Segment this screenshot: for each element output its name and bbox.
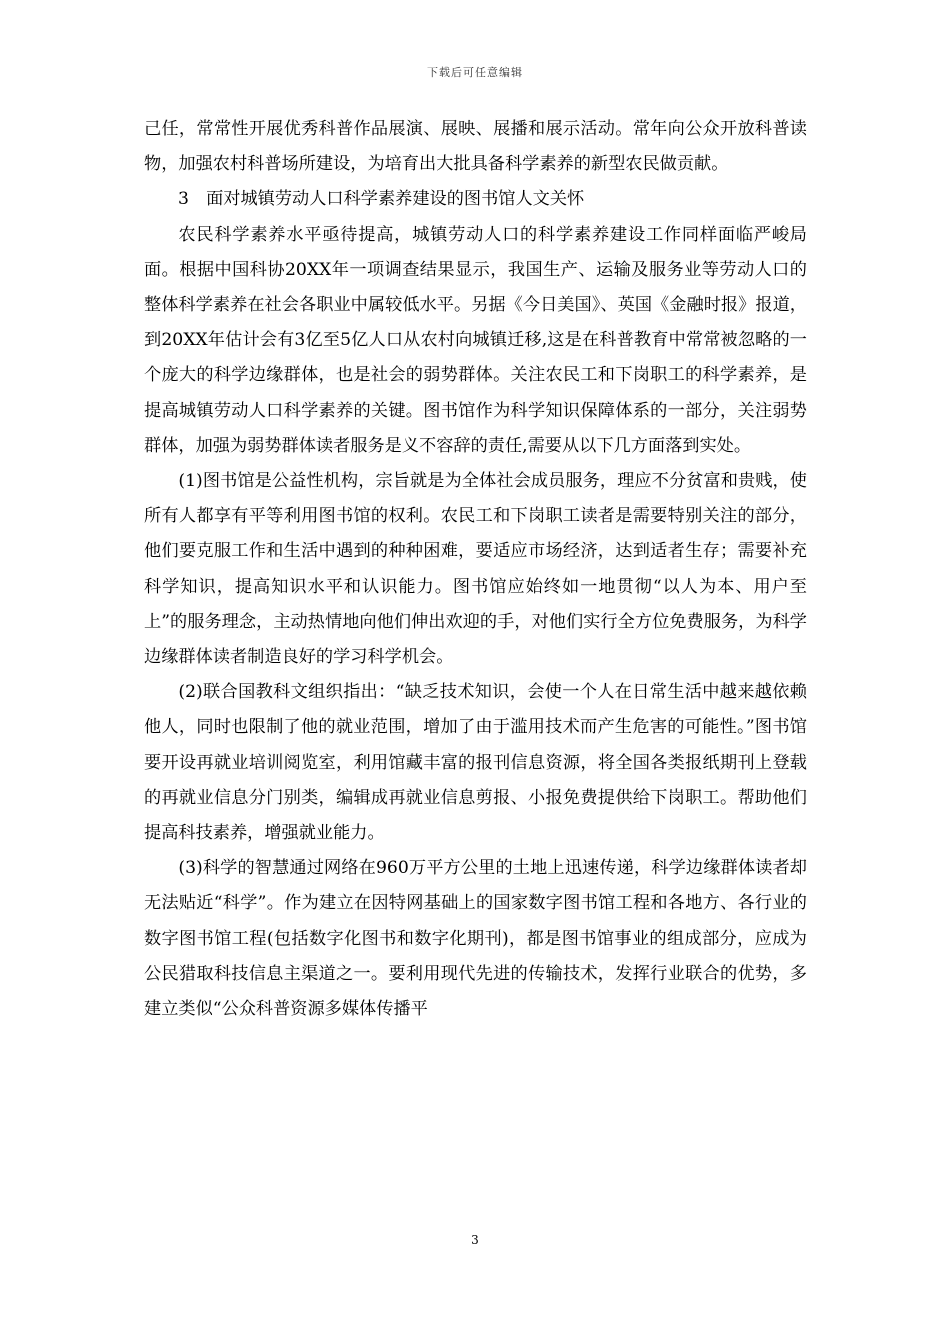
page-header: 下载后可任意编辑 bbox=[427, 66, 523, 79]
paragraph-item-3: (3)科学的智慧通过网络在960万平方公里的土地上迅速传递，科学边缘群体读者却无法贴近“科学”。作为建立在因特网基础上的国家数字图书馆工程和各地方、各行业的数字图书馆工程(包括数字化图书和数字化期刊)，都是图书馆事业的组成部分，应成为公民猎取科技信息主渠道之一。要利用现代先进的传输技术，发挥行业联合的优势，多建立类似“公众科普资源多媒体传播平 bbox=[144, 858, 807, 1020]
paragraph-continuation: 己任，常常性开展优秀科普作品展演、展映、展播和展示活动。常年向公众开放科普读物，加强农村科普场所建设，为培育出大批具备科学素养的新型农民做贡献。 bbox=[144, 119, 807, 175]
section-heading: 3 面对城镇劳动人口科学素养建设的图书馆人文关怀 bbox=[178, 189, 585, 210]
paragraph-intro: 农民科学素养水平亟待提高，城镇劳动人口的科学素养建设工作同样面临严峻局面。根据中国科协20XX年一项调查结果显示，我国生产、运输及服务业等劳动人口的整体科学素养在社会各职业中属较低水平。另据《今日美国》、英国《金融时报》报道，到20XX年估计会有3亿至5亿人口从农村向城镇迁移,这是在科普教育中常常被忽略的一个庞大的科学边缘群体，也是社会的弱势群体。关注农民工和下岗职工的科学素养，是提高城镇劳动人口科学素养的关键。图书馆作为科学知识保障体系的一部分，关注弱势群体，加强为弱势群体读者服务是义不容辞的责任,需要从以下几方面落到实处。 bbox=[144, 224, 807, 456]
page-number: 3 bbox=[471, 1233, 479, 1247]
paragraph-item-1: (1)图书馆是公益性机构，宗旨就是为全体社会成员服务，理应不分贫富和贵贱，使所有人都享有平等利用图书馆的权利。农民工和下岗职工读者是需要特别关注的部分，他们要克服工作和生活中遇到的种种困难，要适应市场经济，达到适者生存；需要补充科学知识，提高知识水平和认识能力。图书馆应始终如一地贯彻“以人为本、用户至上”的服务理念，主动热情地向他们伸出欢迎的手，对他们实行全方位免费服务，为科学边缘群体读者制造良好的学习科学机会。 bbox=[144, 471, 807, 668]
body-content bbox=[144, 112, 807, 1027]
paragraph-item-2: (2)联合国教科文组织指出：“缺乏技术知识，会使一个人在日常生活中越来越依赖他人，同时也限制了他的就业范围，增加了由于滥用技术而产生危害的可能性。”图书馆要开设再就业培训阅览室，利用馆藏丰富的报刊信息资源，将全国各类报纸期刊上登载的再就业信息分门别类，编辑成再就业信息剪报、小报免费提供给下岗职工。帮助他们提高科技素养，增强就业能力。 bbox=[144, 682, 807, 844]
